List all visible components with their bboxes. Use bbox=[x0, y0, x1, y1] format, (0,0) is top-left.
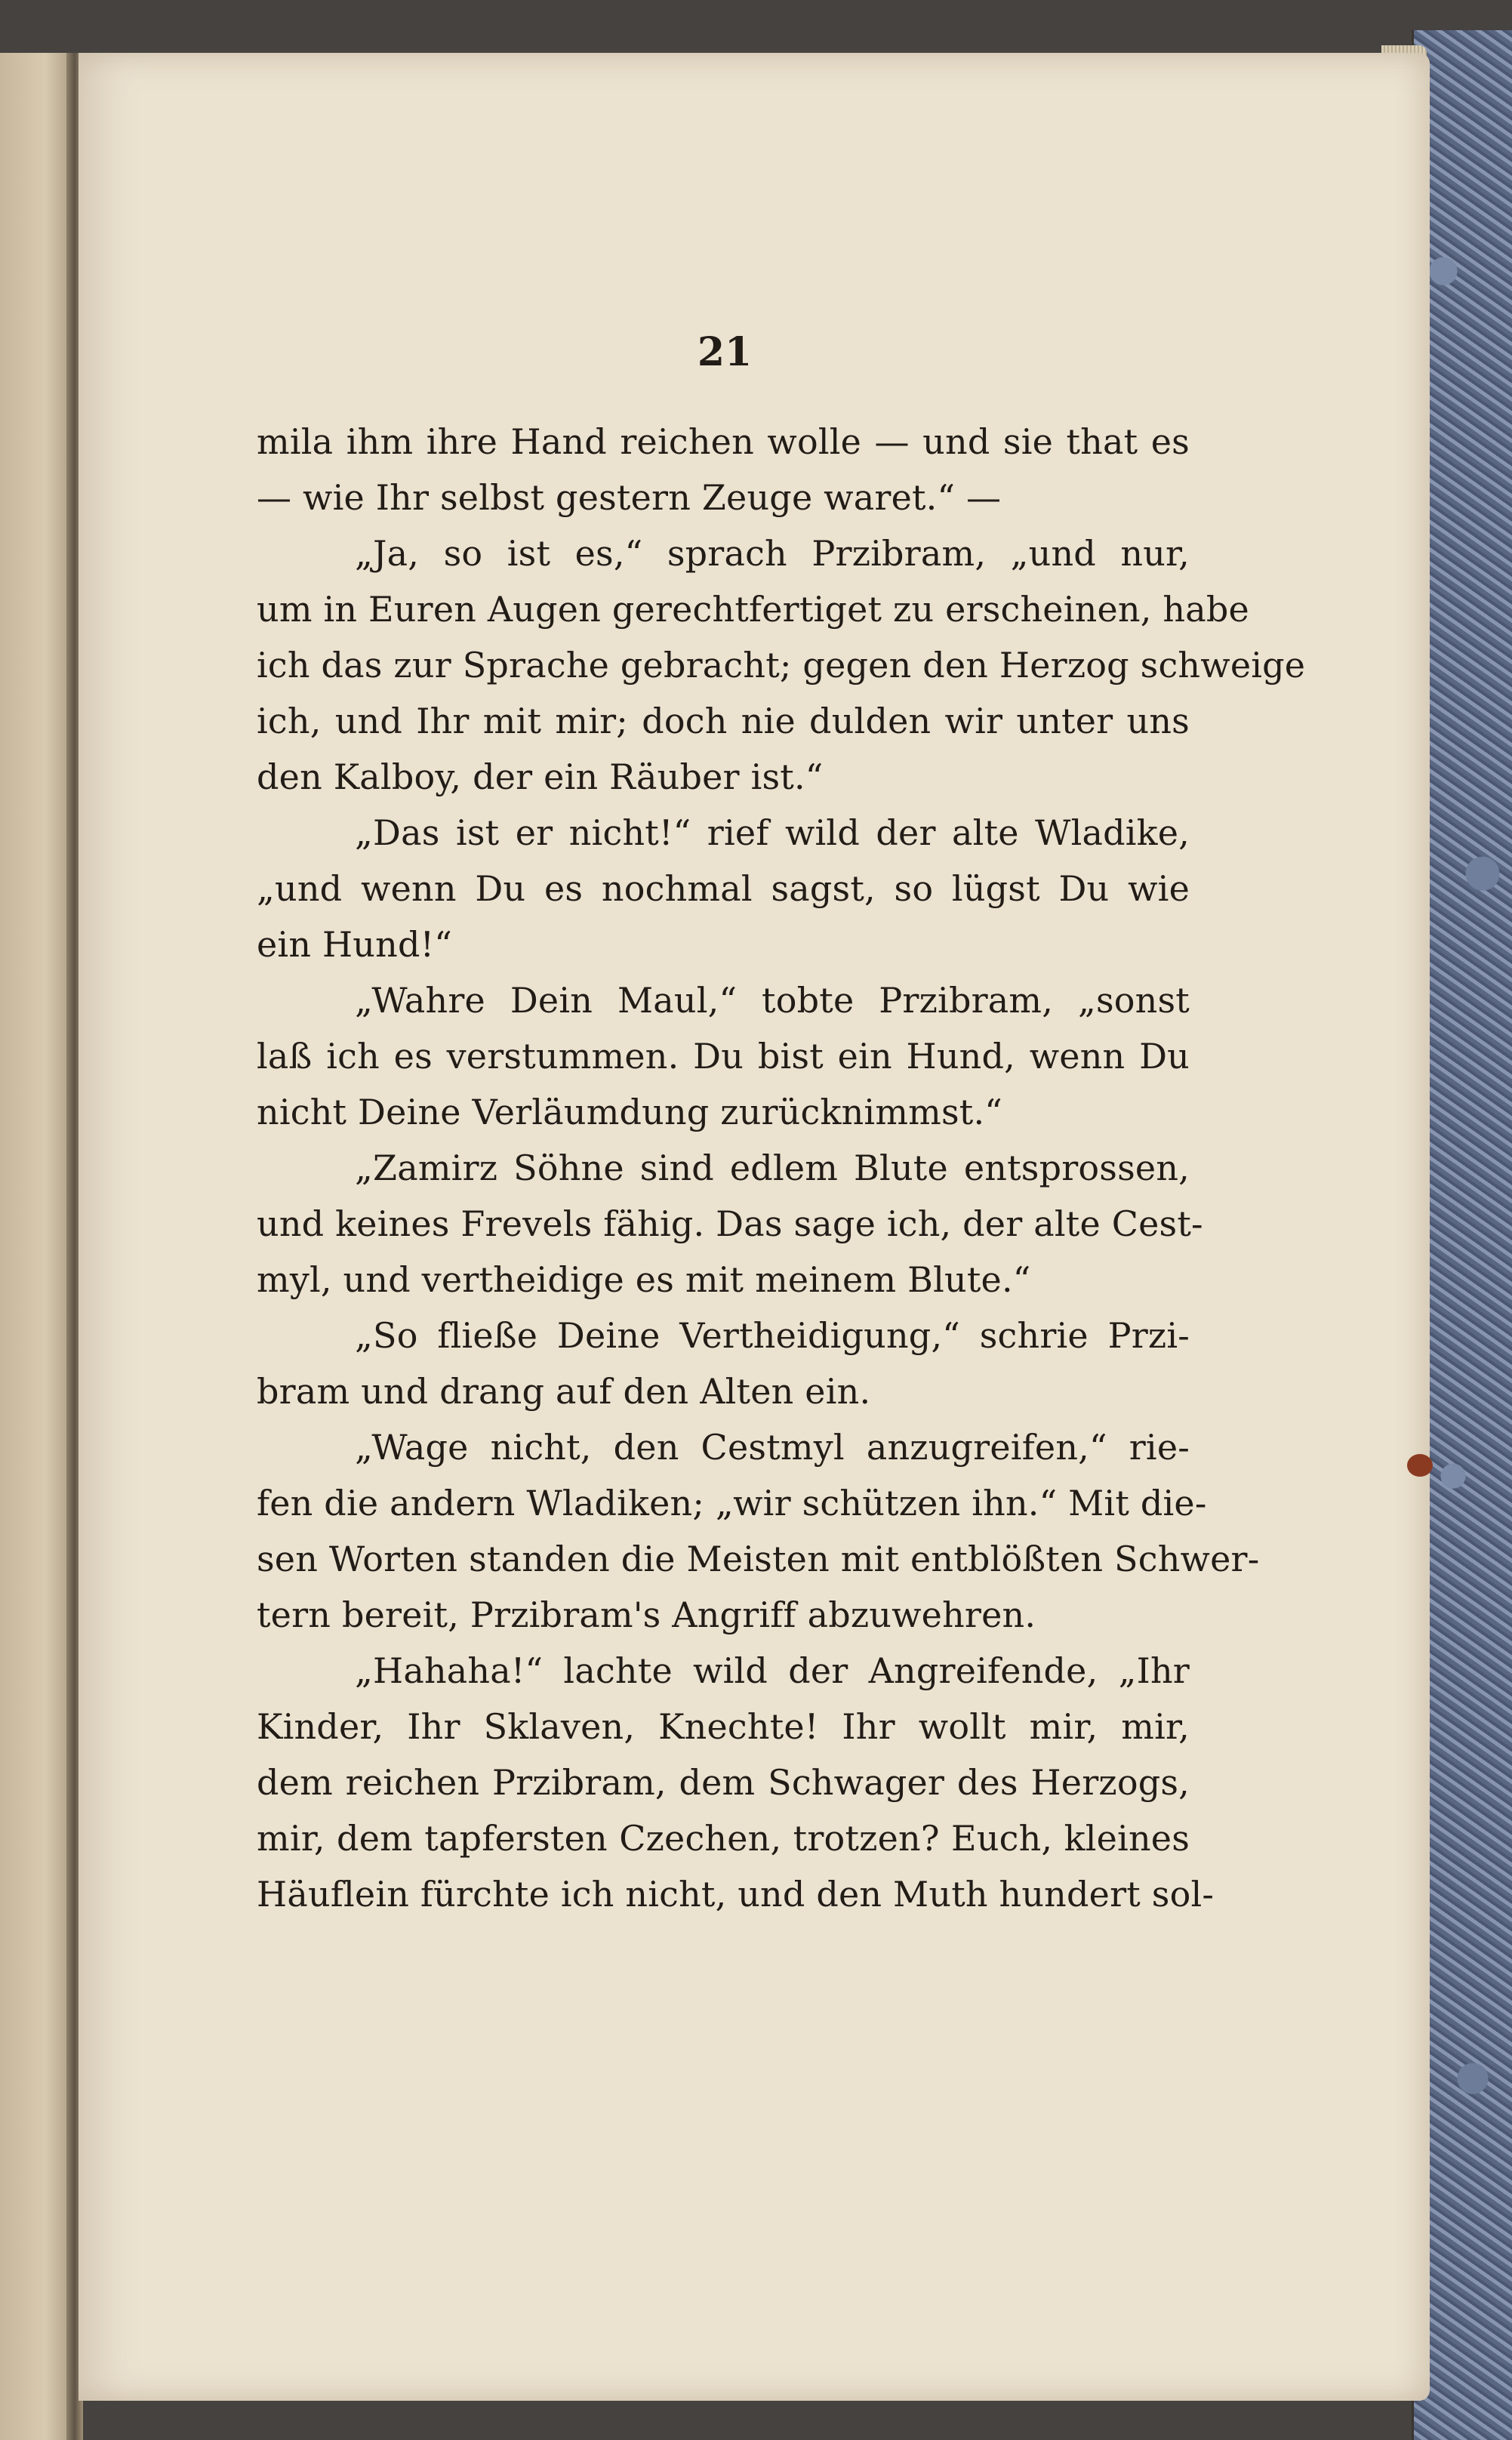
ink-stain bbox=[1407, 1454, 1433, 1477]
text-line: sen Worten standen die Meisten mit entblößten Schwer- bbox=[257, 1539, 1260, 1579]
text-line: „Zamirz Söhne sind edlem Blute entsprossen, bbox=[355, 1148, 1190, 1188]
facing-page-edge bbox=[0, 53, 75, 2440]
text-line: dem reichen Przibram, dem Schwager des Herzogs, bbox=[257, 1762, 1190, 1803]
text-line: „Wahre Dein Maul,“ tobte Przibram, „sonst bbox=[355, 980, 1190, 1021]
page-number: 21 bbox=[697, 329, 753, 375]
text-line: fen die andern Wladiken; „wir schützen ihn.“ Mit die- bbox=[257, 1483, 1207, 1523]
text-line: um in Euren Augen gerechtfertiget zu erscheinen, habe bbox=[257, 589, 1249, 630]
text-line: tern bereit, Przibram's Angriff abzuwehren. bbox=[257, 1594, 1036, 1635]
text-line: „Hahaha!“ lachte wild der Angreifende, „Ihr bbox=[355, 1650, 1190, 1691]
text-line: „So fließe Deine Vertheidigung,“ schrie Przi- bbox=[355, 1315, 1190, 1356]
text-line: laß ich es verstummen. Du bist ein Hund, wenn Du bbox=[257, 1036, 1190, 1077]
text-line: ein Hund!“ bbox=[257, 924, 452, 965]
text-line: bram und drang auf den Alten ein. bbox=[257, 1371, 871, 1412]
text-line: Kinder, Ihr Sklaven, Knechte! Ihr wollt mir, mir, bbox=[257, 1706, 1190, 1747]
text-line: „und wenn Du es nochmal sagst, so lügst Du wie bbox=[257, 868, 1190, 909]
body-text bbox=[257, 414, 1306, 1922]
text-line: — wie Ihr selbst gestern Zeuge waret.“ — bbox=[257, 477, 1002, 518]
text-line: mir, dem tapfersten Czechen, trotzen? Euch, kleines bbox=[257, 1818, 1190, 1859]
text-line: nicht Deine Verläumdung zurücknimmst.“ bbox=[257, 1092, 1002, 1132]
text-line: den Kalboy, der ein Räuber ist.“ bbox=[257, 756, 824, 797]
text-line: mila ihm ihre Hand reichen wolle — und sie that es bbox=[257, 421, 1190, 462]
text-line: ich, und Ihr mit mir; doch nie dulden wir unter uns bbox=[257, 701, 1190, 741]
text-line: Häuflein fürchte ich nicht, und den Muth hundert sol- bbox=[257, 1874, 1215, 1915]
text-line: myl, und vertheidige es mit meinem Blute.“ bbox=[257, 1259, 1031, 1300]
text-line: „Das ist er nicht!“ rief wild der alte Wladike, bbox=[355, 812, 1190, 853]
text-line: und keines Frevels fähig. Das sage ich, der alte Cest- bbox=[257, 1203, 1203, 1244]
text-line: ich das zur Sprache gebracht; gegen den Herzog schweige bbox=[257, 645, 1306, 685]
text-line: „Wage nicht, den Cestmyl anzugreifen,“ rie- bbox=[355, 1427, 1190, 1468]
text-line: „Ja, so ist es,“ sprach Przibram, „und nur, bbox=[355, 533, 1190, 574]
